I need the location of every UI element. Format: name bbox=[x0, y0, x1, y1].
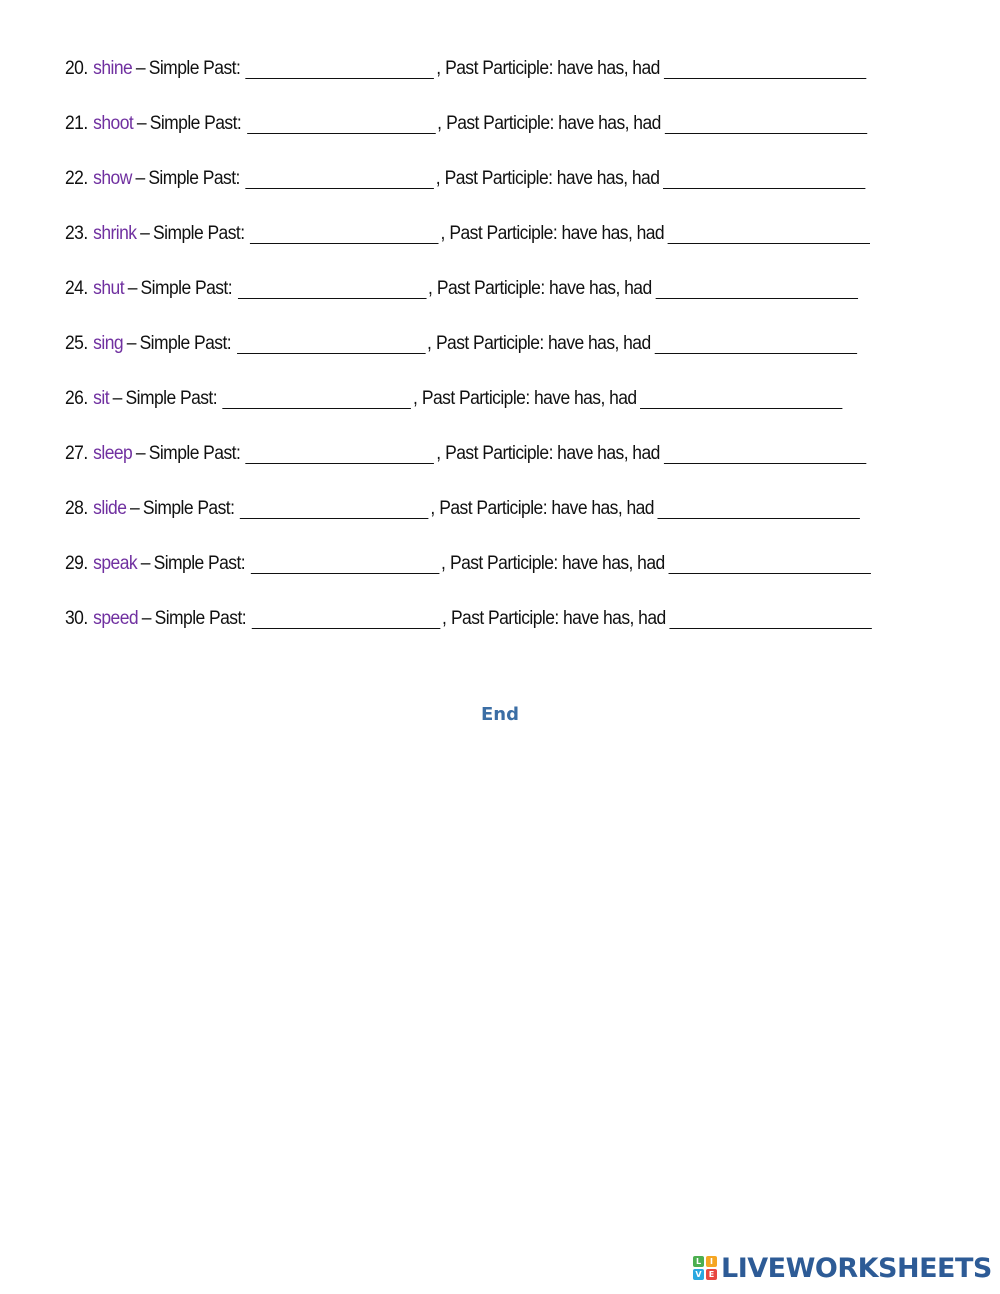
item-number: 20. bbox=[65, 58, 88, 79]
exercise-item bbox=[65, 388, 875, 443]
exercise-item bbox=[65, 443, 875, 498]
exercise-item bbox=[65, 168, 875, 223]
dash: – bbox=[141, 608, 151, 629]
simple-past-blank[interactable] bbox=[223, 388, 412, 409]
past-participle-blank[interactable] bbox=[664, 58, 866, 79]
simple-past-label: Simple Past: bbox=[140, 278, 233, 299]
comma: , bbox=[442, 608, 447, 629]
simple-past-label: Simple Past: bbox=[125, 388, 218, 409]
dash: – bbox=[130, 498, 140, 519]
simple-past-blank[interactable] bbox=[252, 608, 441, 629]
simple-past-blank[interactable] bbox=[246, 58, 435, 79]
item-number: 28. bbox=[65, 498, 88, 519]
verb-word: show bbox=[93, 168, 132, 189]
end-label: End bbox=[481, 704, 519, 725]
simple-past-blank[interactable] bbox=[240, 498, 429, 519]
exercise-item bbox=[65, 333, 875, 388]
past-participle-blank[interactable] bbox=[655, 278, 857, 299]
item-number: 29. bbox=[65, 553, 88, 574]
item-number: 22. bbox=[65, 168, 88, 189]
simple-past-blank[interactable] bbox=[246, 443, 435, 464]
comma: , bbox=[435, 168, 441, 189]
exercise-item bbox=[65, 223, 875, 278]
verb-word: shoot bbox=[93, 113, 134, 134]
comma: , bbox=[441, 553, 446, 574]
verb-word: shut bbox=[93, 278, 125, 299]
simple-past-label: Simple Past: bbox=[142, 498, 235, 519]
dash: – bbox=[135, 168, 145, 189]
exercise-item bbox=[65, 608, 875, 663]
liveworksheets-logo bbox=[693, 1253, 992, 1283]
item-number: 26. bbox=[65, 388, 88, 409]
dash: – bbox=[140, 553, 150, 574]
dash: – bbox=[140, 223, 150, 244]
simple-past-label: Simple Past: bbox=[148, 58, 241, 79]
comma: , bbox=[436, 443, 441, 464]
simple-past-label: Simple Past: bbox=[139, 333, 232, 354]
past-participle-label: Past Participle: have has, had bbox=[421, 388, 637, 409]
past-participle-label: Past Participle: have has, had bbox=[435, 333, 651, 354]
verb-word: slide bbox=[93, 498, 127, 519]
item-number: 21. bbox=[65, 113, 88, 134]
item-number: 27. bbox=[65, 443, 88, 464]
logo-text: LIVEWORKSHEETS bbox=[721, 1252, 992, 1284]
logo-tile: V bbox=[693, 1269, 704, 1280]
verb-word: shrink bbox=[93, 223, 137, 244]
simple-past-blank[interactable] bbox=[238, 278, 427, 299]
verb-word: sit bbox=[93, 388, 110, 409]
logo-tiles-icon bbox=[693, 1256, 717, 1280]
past-participle-blank[interactable] bbox=[668, 553, 870, 574]
past-participle-label: Past Participle: have has, had bbox=[436, 278, 652, 299]
exercise-item bbox=[65, 498, 875, 553]
simple-past-label: Simple Past: bbox=[153, 223, 245, 244]
past-participle-label: Past Participle: have has, had bbox=[449, 553, 665, 574]
simple-past-label: Simple Past: bbox=[148, 443, 241, 464]
past-participle-blank[interactable] bbox=[668, 223, 870, 244]
past-participle-label: Past Participle: have has, had bbox=[445, 58, 660, 79]
simple-past-label: Simple Past: bbox=[154, 608, 247, 629]
past-participle-blank[interactable] bbox=[658, 498, 860, 519]
comma: , bbox=[437, 113, 442, 134]
comma: , bbox=[427, 278, 433, 299]
past-participle-label: Past Participle: have has, had bbox=[449, 223, 665, 244]
logo-tile: L bbox=[693, 1256, 704, 1267]
verb-word: shine bbox=[93, 58, 133, 79]
past-participle-label: Past Participle: have has, had bbox=[444, 168, 660, 189]
verb-word: speed bbox=[93, 608, 139, 629]
past-participle-label: Past Participle: have has, had bbox=[439, 498, 654, 519]
past-participle-label: Past Participle: have has, had bbox=[446, 113, 661, 134]
past-participle-label: Past Participle: have has, had bbox=[450, 608, 666, 629]
item-number: 24. bbox=[65, 278, 88, 299]
verb-word: speak bbox=[93, 553, 138, 574]
exercise-item bbox=[65, 278, 875, 333]
logo-tile: I bbox=[706, 1256, 717, 1267]
exercise-item bbox=[65, 58, 875, 113]
simple-past-blank[interactable] bbox=[247, 113, 436, 134]
dash: – bbox=[135, 443, 146, 464]
dash: – bbox=[112, 388, 122, 409]
past-participle-blank[interactable] bbox=[663, 168, 865, 189]
comma: , bbox=[427, 333, 432, 354]
verb-word: sleep bbox=[93, 443, 133, 464]
exercise-list bbox=[65, 58, 945, 663]
past-participle-blank[interactable] bbox=[669, 608, 871, 629]
simple-past-blank[interactable] bbox=[245, 168, 434, 189]
past-participle-blank[interactable] bbox=[640, 388, 842, 409]
simple-past-label: Simple Past: bbox=[153, 553, 246, 574]
exercise-item bbox=[65, 113, 875, 168]
simple-past-blank[interactable] bbox=[250, 223, 439, 244]
simple-past-blank[interactable] bbox=[237, 333, 426, 354]
verb-word: sing bbox=[93, 333, 124, 354]
dash: – bbox=[127, 278, 137, 299]
comma: , bbox=[412, 388, 418, 409]
dash: – bbox=[126, 333, 136, 354]
comma: , bbox=[436, 58, 441, 79]
past-participle-label: Past Participle: have has, had bbox=[445, 443, 660, 464]
simple-past-label: Simple Past: bbox=[148, 168, 240, 189]
past-participle-blank[interactable] bbox=[664, 113, 866, 134]
dash: – bbox=[136, 113, 147, 134]
comma: , bbox=[440, 223, 445, 244]
simple-past-label: Simple Past: bbox=[149, 113, 242, 134]
simple-past-blank[interactable] bbox=[251, 553, 440, 574]
logo-tile: E bbox=[706, 1269, 717, 1280]
exercise-item bbox=[65, 553, 875, 608]
comma: , bbox=[430, 498, 435, 519]
item-number: 30. bbox=[65, 608, 88, 629]
item-number: 23. bbox=[65, 223, 88, 244]
past-participle-blank[interactable] bbox=[654, 333, 856, 354]
dash: – bbox=[135, 58, 146, 79]
item-number: 25. bbox=[65, 333, 88, 354]
past-participle-blank[interactable] bbox=[664, 443, 866, 464]
